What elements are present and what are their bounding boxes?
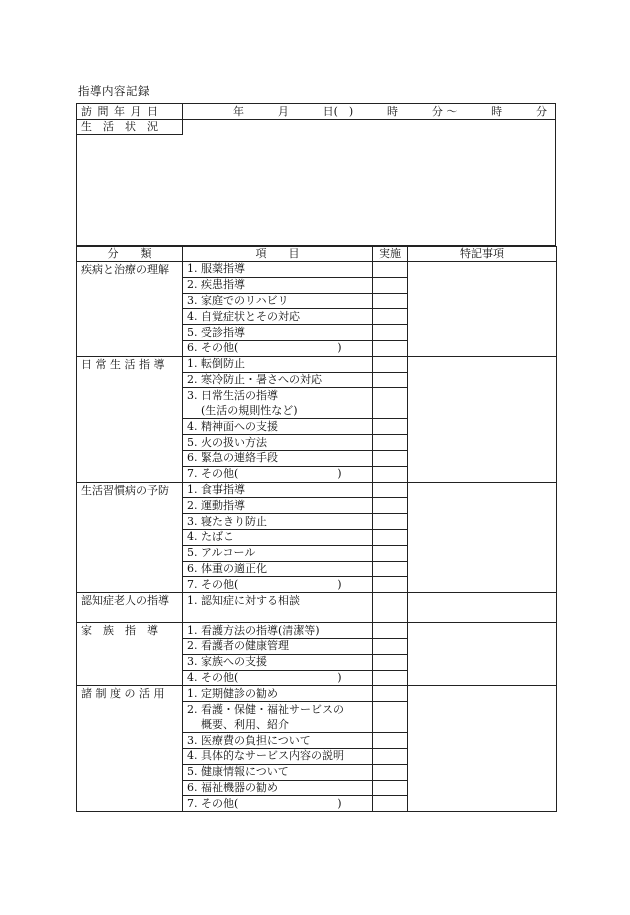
done-checkbox-cell[interactable]: [373, 356, 408, 372]
done-checkbox-cell[interactable]: [373, 419, 408, 435]
item-row: [77, 482, 557, 498]
notes-field[interactable]: [408, 262, 557, 357]
done-checkbox-cell[interactable]: [373, 796, 408, 812]
done-checkbox-cell[interactable]: [373, 293, 408, 309]
visit-date-field[interactable]: [183, 104, 556, 120]
done-checkbox-cell[interactable]: [373, 514, 408, 530]
category-label: 日 常 生 活 指 導: [77, 356, 183, 482]
item-label: 4. たばこ: [183, 529, 373, 545]
life-status-label: 生 活 状 況: [77, 120, 183, 135]
item-label: 1. 定期健診の勧め: [183, 686, 373, 702]
item-label: 2. 寒冷防止・暑さへの対応: [183, 372, 373, 388]
item-label: 1. 食事指導: [183, 482, 373, 498]
life-status-field[interactable]: [77, 120, 556, 246]
done-checkbox-cell[interactable]: [373, 545, 408, 561]
visit-date-part: 日( ): [322, 104, 354, 118]
item-label: 7. その他( ): [183, 466, 373, 482]
item-label: 1. 認知症に対する相談: [183, 593, 373, 623]
done-checkbox-cell[interactable]: [373, 309, 408, 325]
column-header-notes: 特記事項: [408, 247, 557, 262]
visit-date-part: 時: [491, 104, 503, 118]
column-header-category: 分 類: [77, 247, 183, 262]
guidance-body: [77, 262, 557, 812]
done-checkbox-cell[interactable]: [373, 435, 408, 451]
done-checkbox-cell[interactable]: [373, 466, 408, 482]
done-checkbox-cell[interactable]: [373, 561, 408, 577]
item-label: 2. 看護・保健・福祉サービスの 概要、利用、紹介: [183, 702, 373, 733]
item-label: 6. 緊急の連絡手段: [183, 450, 373, 466]
done-checkbox-cell[interactable]: [373, 482, 408, 498]
visit-date-part: 時: [387, 104, 399, 118]
done-checkbox-cell[interactable]: [373, 450, 408, 466]
done-checkbox-cell[interactable]: [373, 686, 408, 702]
item-label: 1. 転倒防止: [183, 356, 373, 372]
item-label: 5. 健康情報について: [183, 764, 373, 780]
done-checkbox-cell[interactable]: [373, 670, 408, 686]
life-status-row: [77, 120, 556, 246]
item-label: 5. 受診指導: [183, 325, 373, 341]
document-title: 指導内容記録: [78, 84, 150, 98]
visit-date-part: 月: [277, 104, 289, 118]
item-label: 2. 疾患指導: [183, 277, 373, 293]
notes-field[interactable]: [408, 593, 557, 623]
item-label: 3. 寝たきり防止: [183, 514, 373, 530]
item-label: 4. 具体的なサービス内容の説明: [183, 748, 373, 764]
item-label: 3. 家族への支援: [183, 654, 373, 670]
done-checkbox-cell[interactable]: [373, 372, 408, 388]
done-checkbox-cell[interactable]: [373, 577, 408, 593]
done-checkbox-cell[interactable]: [373, 529, 408, 545]
category-label: 疾病と治療の理解: [77, 262, 183, 357]
category-label: 家 族 指 導: [77, 623, 183, 686]
category-label: 諸 制 度 の 活 用: [77, 686, 183, 812]
visit-date-part: 分: [535, 104, 547, 118]
item-row: [77, 262, 557, 278]
item-label: 7. その他( ): [183, 577, 373, 593]
visit-info-table: [76, 103, 556, 246]
item-row: [77, 623, 557, 639]
item-row: [77, 593, 557, 623]
notes-field[interactable]: [408, 623, 557, 686]
done-checkbox-cell[interactable]: [373, 593, 408, 623]
done-checkbox-cell[interactable]: [373, 733, 408, 749]
done-checkbox-cell[interactable]: [373, 340, 408, 356]
visit-date-label: 訪 問 年 月 日: [77, 104, 183, 120]
notes-field[interactable]: [408, 356, 557, 482]
item-label: 3. 家庭でのリハビリ: [183, 293, 373, 309]
visit-date-part: 年: [233, 104, 244, 118]
visit-date-part: 分 ～: [431, 104, 458, 118]
done-checkbox-cell[interactable]: [373, 764, 408, 780]
category-label: 生活習慣病の予防: [77, 482, 183, 593]
item-label: 6. 体重の適正化: [183, 561, 373, 577]
column-header-row: [77, 247, 557, 262]
item-label: 6. その他( ): [183, 340, 373, 356]
column-header-done: 実施: [373, 247, 408, 262]
done-checkbox-cell[interactable]: [373, 654, 408, 670]
item-label: 3. 日常生活の指導 (生活の規則性など): [183, 388, 373, 419]
done-checkbox-cell[interactable]: [373, 702, 408, 733]
column-header-item: 項 目: [183, 247, 373, 262]
item-label: 2. 運動指導: [183, 498, 373, 514]
item-label: 4. 精神面への支援: [183, 419, 373, 435]
visit-date-parts: [183, 105, 555, 119]
item-row: [77, 356, 557, 372]
item-label: 1. 看護方法の指導(清潔等): [183, 623, 373, 639]
done-checkbox-cell[interactable]: [373, 748, 408, 764]
item-label: 4. その他( ): [183, 670, 373, 686]
done-checkbox-cell[interactable]: [373, 498, 408, 514]
guidance-table: [76, 246, 557, 812]
item-label: 1. 服薬指導: [183, 262, 373, 278]
item-label: 5. 火の扱い方法: [183, 435, 373, 451]
done-checkbox-cell[interactable]: [373, 325, 408, 341]
done-checkbox-cell[interactable]: [373, 623, 408, 639]
item-label: 4. 自覚症状とその対応: [183, 309, 373, 325]
item-label: 6. 福祉機器の勧め: [183, 780, 373, 796]
notes-field[interactable]: [408, 686, 557, 812]
done-checkbox-cell[interactable]: [373, 780, 408, 796]
item-row: [77, 686, 557, 702]
item-label: 7. その他( ): [183, 796, 373, 812]
done-checkbox-cell[interactable]: [373, 388, 408, 419]
item-label: 5. アルコール: [183, 545, 373, 561]
done-checkbox-cell[interactable]: [373, 277, 408, 293]
notes-field[interactable]: [408, 482, 557, 593]
item-label: 3. 医療費の負担について: [183, 733, 373, 749]
done-checkbox-cell[interactable]: [373, 638, 408, 654]
visit-date-row: [77, 104, 556, 120]
category-label: 認知症老人の指導: [77, 593, 183, 623]
done-checkbox-cell[interactable]: [373, 262, 408, 278]
item-label: 2. 看護者の健康管理: [183, 638, 373, 654]
